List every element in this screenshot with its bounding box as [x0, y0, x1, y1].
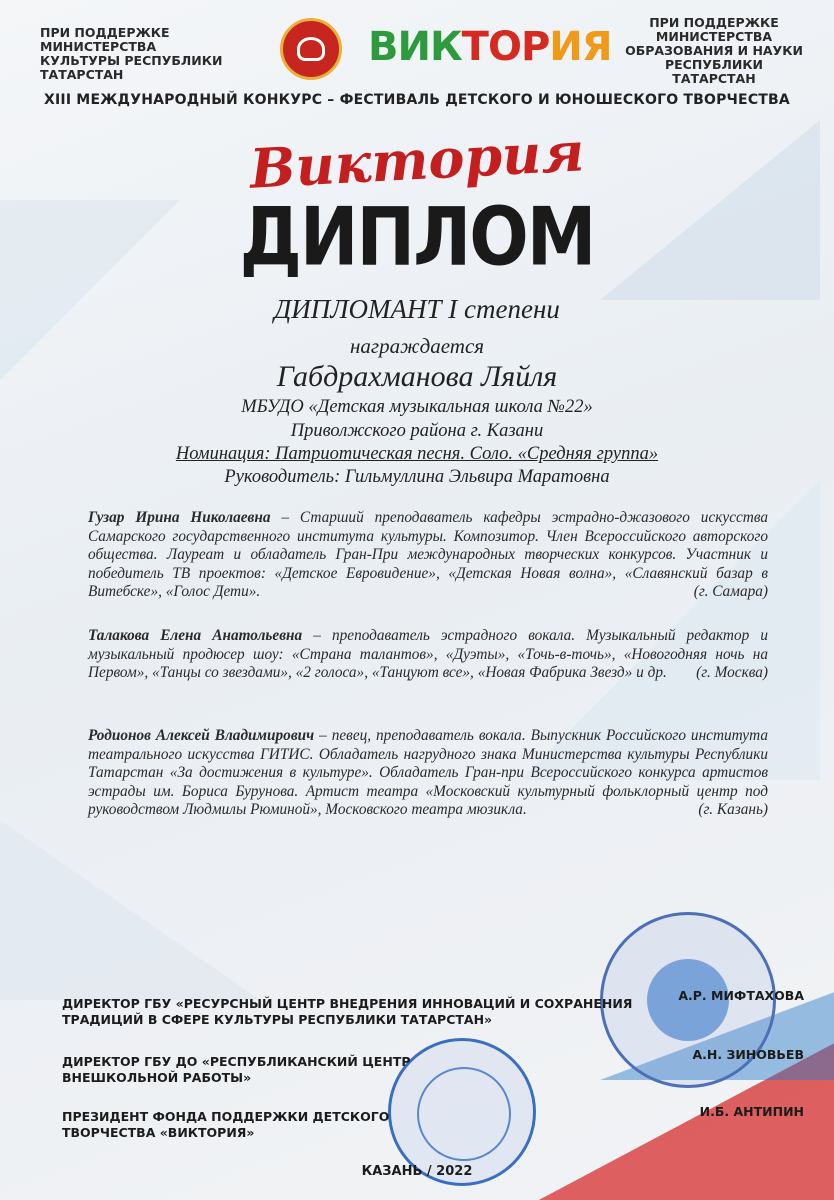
signatory-position: ДИРЕКТОР ГБУ «РЕСУРСНЫЙ ЦЕНТР ВНЕДРЕНИЯ ИННОВАЦИЙ И СОХРАНЕНИЯ ТРАДИЦИЙ В СФЕРЕ КУЛЬТУРЫ РЕСПУБЛИКИ ТАТАРСТАН» — [62, 996, 633, 1027]
jury-member: Родионов Алексей Владимирович – певец, преподаватель вокала. Выпускник Российского института театрального искусства ГИТИС. Обладатель нагрудного знака Министерства культуры Республики Татарстан «За достижения в культуре». Обладатель Гран-при Всероссийского конкурса артистов эстрады им. Бориса Бурунова. Артист театра «Московский культурный фольклорный центр под руководством Людмилы Рюминой», Московского театра мюзикла. (г. Казань) — [88, 727, 768, 819]
signatory-name: А.Р. МИФТАХОВА — [678, 988, 804, 1003]
jury-member: Гузар Ирина Николаевна – Старший преподаватель кафедры эстрадно-джазового искусства Самарского государственного института культуры. Композитор. Член Всероссийского авторского общества. Лауреат и обладатель Гран-При международных творческих конкурсов. Участник и победитель ТВ проектов: «Детское Евровидение», «Детская Новая волна», «Славянский базар в Витебске», «Голос Дети». (г. Самара) — [88, 509, 769, 601]
signatory-position: ДИРЕКТОР ГБУ ДО «РЕСПУБЛИКАНСКИЙ ЦЕНТР ВНЕШКОЛЬНОЙ РАБОТЫ» — [62, 1054, 411, 1085]
leader: Руководитель: Гильмуллина Эльвира Маратовна — [224, 467, 610, 487]
recipient-district: Приволжского района г. Казани — [290, 421, 544, 441]
signatory-position: ПРЕЗИДЕНТ ФОНДА ПОДДЕРЖКИ ДЕТСКОГО ТВОРЧЕСТВА «ВИКТОРИЯ» — [62, 1109, 390, 1140]
jury-member: Талакова Елена Анатольевна – преподаватель эстрадного вокала. Музыкальный редактор и музыкальный продюсер шоу: «Страна талантов», «Дуэты», «Точь-в-точь», «Новогодняя ночь на Первом», «Танцы со звездами», «2 голоса», «Танцуют все», «Новая Фабрика Звезд» и др. (г. Москва) — [88, 627, 768, 682]
script-title: Виктория — [248, 119, 586, 201]
award-degree: ДИПЛОМАНТ I степени — [274, 294, 560, 324]
bg-triangle — [0, 820, 260, 1000]
signatory-name: И.Б. АНТИПИН — [699, 1104, 804, 1119]
recipient-name: Габдрахманова Ляйля — [276, 360, 558, 393]
awarded-label: награждается — [349, 334, 485, 358]
festival-title: XIII МЕЖДУНАРОДНЫЙ КОНКУРС – ФЕСТИВАЛЬ ДЕТСКОГО И ЮНОШЕСКОГО ТВОРЧЕСТВА — [44, 92, 790, 108]
support-ministry-culture: ПРИ ПОДДЕРЖКЕ МИНИСТЕРСТВА КУЛЬТУРЫ РЕСПУБЛИКИ ТАТАРСТАН — [40, 25, 223, 82]
nomination: Номинация: Патриотическая песня. Соло. «Средняя группа» — [175, 444, 659, 464]
diploma-heading: ДИПЛОМ — [239, 189, 595, 285]
signatory-name: А.Н. ЗИНОВЬЕВ — [692, 1047, 804, 1062]
support-ministry-education: ПРИ ПОДДЕРЖКЕ МИНИСТЕРСТВА ОБРАЗОВАНИЯ И НАУКИ РЕСПУБЛИКИ ТАТАРСТАН — [625, 15, 803, 86]
city-year: КАЗАНЬ / 2022 — [361, 1164, 473, 1179]
recipient-organization: МБУДО «Детская музыкальная школа №22» — [241, 397, 593, 417]
tatarstan-emblem-icon — [280, 18, 342, 80]
brand-logo: ВИКТОРИЯ — [368, 24, 612, 70]
